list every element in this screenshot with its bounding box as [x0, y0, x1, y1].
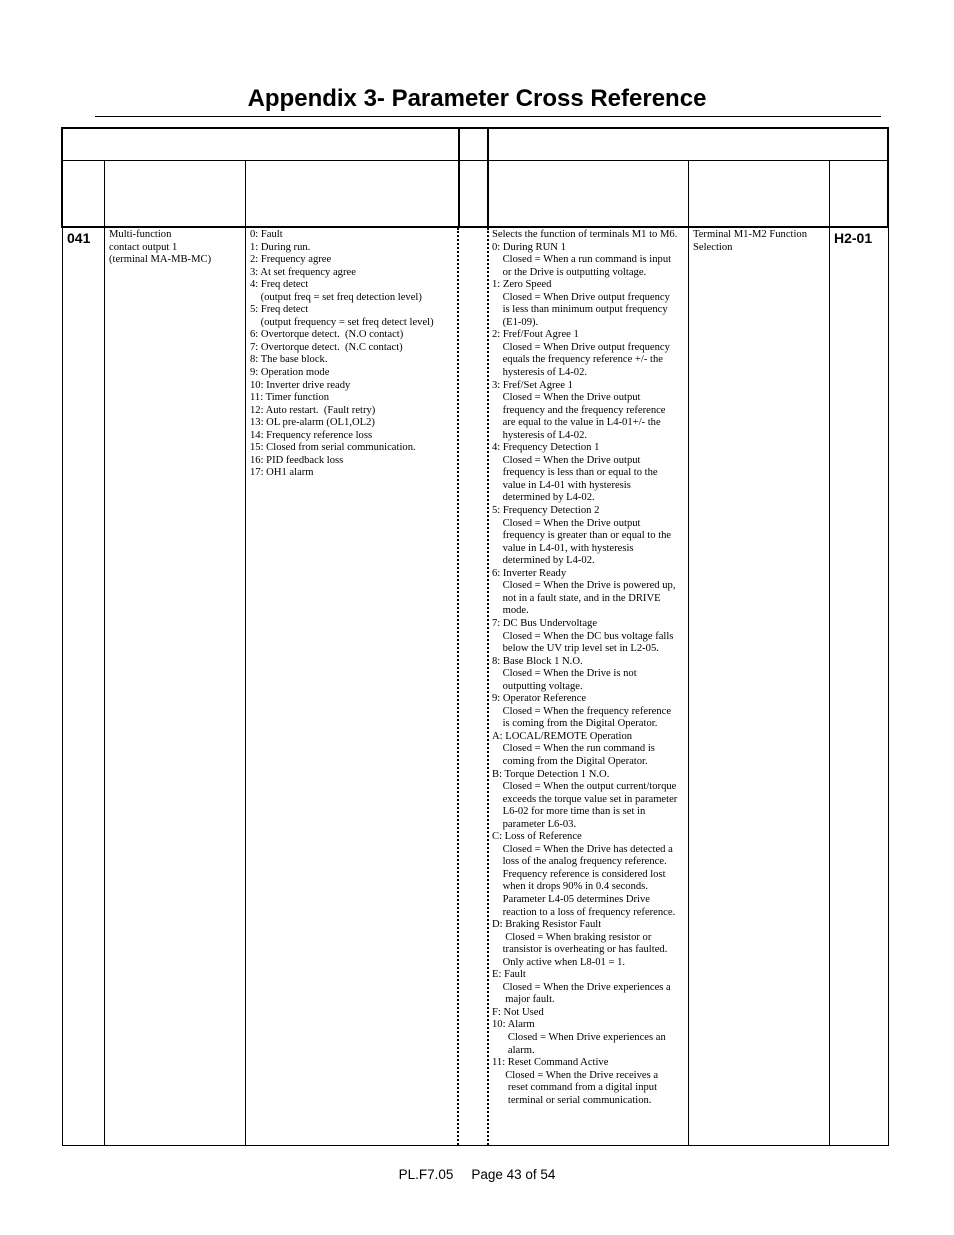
col-divider-6-header [829, 161, 830, 227]
col-divider-5 [688, 227, 689, 1146]
page-title: Appendix 3- Parameter Cross Reference [247, 85, 707, 112]
page-number: Page 43 of 54 [471, 1167, 556, 1182]
old-parameter-name: Multi-function contact output 1 (terminal MA-MB-MC) [109, 229, 212, 266]
center-divider-right-header [487, 127, 489, 227]
col-divider-1 [104, 227, 105, 1146]
old-parameter-settings: 0: Fault 1: During run. 2: Frequency agree 3: At set frequency agree 4: Freq detect (output freq = set freq detection level) 5: Freq detect (output frequency = set freq detect level) 6: Overtorque detect. (N.O contact) 7: Overtorque detect. (N.C contact) 8: The base block. 9: Operation mode 10: Inverter drive ready 11: Timer function 12: Auto restart. (Fault retry) 13: OL pre-alarm (OL1,OL2) 14: Frequency reference loss 15: Closed from serial communication. 16: PID feedback loss 17: OH1 alarm [250, 229, 434, 479]
center-divider-right [487, 228, 489, 1145]
page-footer [0, 1167, 954, 1183]
old-parameter-number: 041 [67, 230, 91, 246]
table-top-border [61, 127, 889, 129]
new-parameter-number: H2-01 [834, 230, 873, 246]
col-divider-6 [829, 227, 830, 1146]
new-parameter-name: Terminal M1-M2 Function Selection [693, 229, 808, 253]
document-reference: PL.F7.05 [398, 1167, 454, 1182]
center-divider-left [457, 228, 459, 1145]
col-divider-2-header [245, 161, 246, 227]
new-parameter-settings: Selects the function of terminals M1 to M6. 0: During RUN 1 Closed = When a run command is input or the Drive is outputting voltage. 1: Zero Speed Closed = When Drive output frequency is less than minimum output frequency (E1-09). 2: Fref/Fout Agree 1 Closed = When Drive output frequency equals the frequency reference +/- the hysteresis of L4-02. 3: Fref/Set Agree 1 Closed = When the Drive output frequency and the frequency reference are equal to the value in L4-01+/- the hysteresis of L4-02. 4: Frequency Detection 1 Closed = When the Drive output frequency is less than or equal to the value in L4-01 with hysteresis determined by L4-02. 5: Frequency Detection 2 Closed = When the Drive output frequency is greater than or equal to the value in L4-01, with hysteresis determined by L4-02. 6: Inverter Ready Closed = When the Drive is powered up, not in a fault state, and in the DRIVE mode. 7: DC Bus Undervoltage Closed = When the DC bus voltage falls below the UV trip level set in L2-05. 8: Base Block 1 N.O. Closed = When the Drive is not outputting voltage. 9: Operator Reference Closed = When the frequency reference is coming from the Digital Operator. A: LOCAL/REMOTE Operation Closed = When the run command is coming from the Digital Operator. B: Torque Detection 1 N.O. Closed = When the output current/torque exceeds the torque value set in parameter L6-02 for more time than is set in parameter L6-03. C: Loss of Reference Closed = When the Drive has detected a loss of the analog frequency reference. Frequency reference is considered lost when it drops 90% in 0.4 seconds. Parameter L4-05 determines Drive reaction to a loss of frequency reference. D: Braking Resistor Fault Closed = When braking resistor or transistor is overheating or has faulted. Only active when L8-01 = 1. E: Fault Closed = When the Drive experiences a major fault. F: Not Used 10: Alarm Closed = When Drive experiences an alarm. 11: Reset Command Active Closed = When the Drive receives a reset command from a digital input terminal or serial communication. [492, 229, 678, 1106]
col-divider-5-header [688, 161, 689, 227]
col-divider-1-header [104, 161, 105, 227]
table-right-border [887, 127, 889, 228]
table-right-border-body [888, 227, 889, 1146]
table-left-border [61, 127, 63, 228]
center-divider-left-header [458, 127, 460, 227]
table-left-border-body [62, 227, 63, 1146]
header-bottom-border [61, 226, 889, 228]
header-row-divider [62, 160, 888, 161]
table-bottom-border [62, 1145, 888, 1146]
title-underline [95, 116, 881, 117]
col-divider-2 [245, 227, 246, 1146]
